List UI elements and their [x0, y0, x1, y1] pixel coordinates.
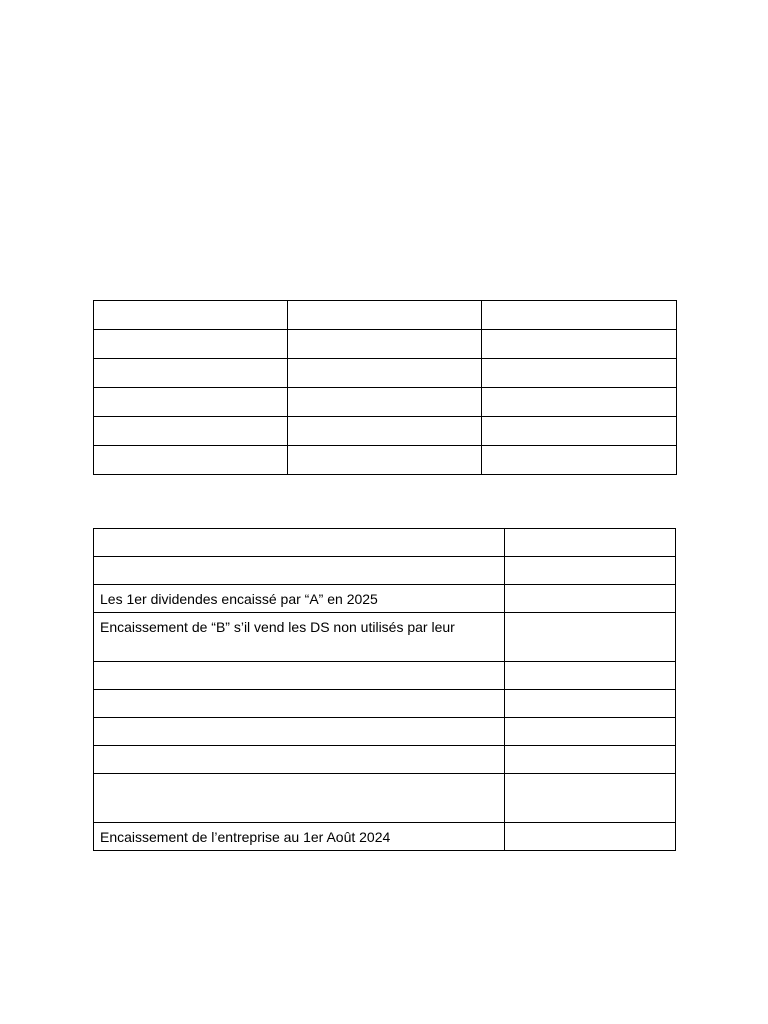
- table-cell: [288, 446, 482, 475]
- table-cell: [288, 330, 482, 359]
- row-label: [94, 746, 505, 774]
- row-value: [505, 613, 676, 662]
- empty-grid-table: [93, 300, 677, 475]
- table-cell: [482, 301, 677, 330]
- row-value: [505, 662, 676, 690]
- table-cell: [482, 388, 677, 417]
- row-label: [94, 529, 505, 557]
- table-row: [94, 823, 676, 851]
- table-row: [94, 613, 676, 662]
- row-label: Les 1er dividendes encaissé par “A” en 2025: [94, 585, 505, 613]
- table-cell: [288, 301, 482, 330]
- row-value: [505, 585, 676, 613]
- table-cell: [288, 359, 482, 388]
- row-label: Encaissement de “B” s’il vend les DS non utilisés par leur: [94, 613, 505, 662]
- row-value: [505, 557, 676, 585]
- table-row: [94, 417, 677, 446]
- row-label: [94, 662, 505, 690]
- row-value: [505, 718, 676, 746]
- table-cell: [482, 330, 677, 359]
- table-cell: [288, 388, 482, 417]
- encaissement-table: [93, 528, 676, 851]
- row-value: [505, 746, 676, 774]
- table-cell: [94, 301, 288, 330]
- row-label: [94, 718, 505, 746]
- table-cell: [94, 446, 288, 475]
- row-label: [94, 690, 505, 718]
- table-row: [94, 359, 677, 388]
- table-row: [94, 529, 676, 557]
- table-cell: [482, 417, 677, 446]
- table-row: [94, 330, 677, 359]
- row-value: [505, 774, 676, 823]
- table-row: [94, 662, 676, 690]
- table-cell: [94, 417, 288, 446]
- table-row: [94, 774, 676, 823]
- table-cell: [482, 359, 677, 388]
- row-value: [505, 690, 676, 718]
- table-row: [94, 301, 677, 330]
- table-cell: [94, 388, 288, 417]
- table-cell: [94, 359, 288, 388]
- table-cell: [288, 417, 482, 446]
- table-row: [94, 557, 676, 585]
- row-label: Encaissement de l’entreprise au 1er Août 2024: [94, 823, 505, 851]
- table-row: [94, 388, 677, 417]
- row-value: [505, 823, 676, 851]
- row-label: [94, 774, 505, 823]
- table-row: [94, 718, 676, 746]
- table-row: [94, 746, 676, 774]
- row-value: [505, 529, 676, 557]
- table-cell: [94, 330, 288, 359]
- table-cell: [482, 446, 677, 475]
- table-row: [94, 585, 676, 613]
- table-row: [94, 690, 676, 718]
- table-row: [94, 446, 677, 475]
- row-label: [94, 557, 505, 585]
